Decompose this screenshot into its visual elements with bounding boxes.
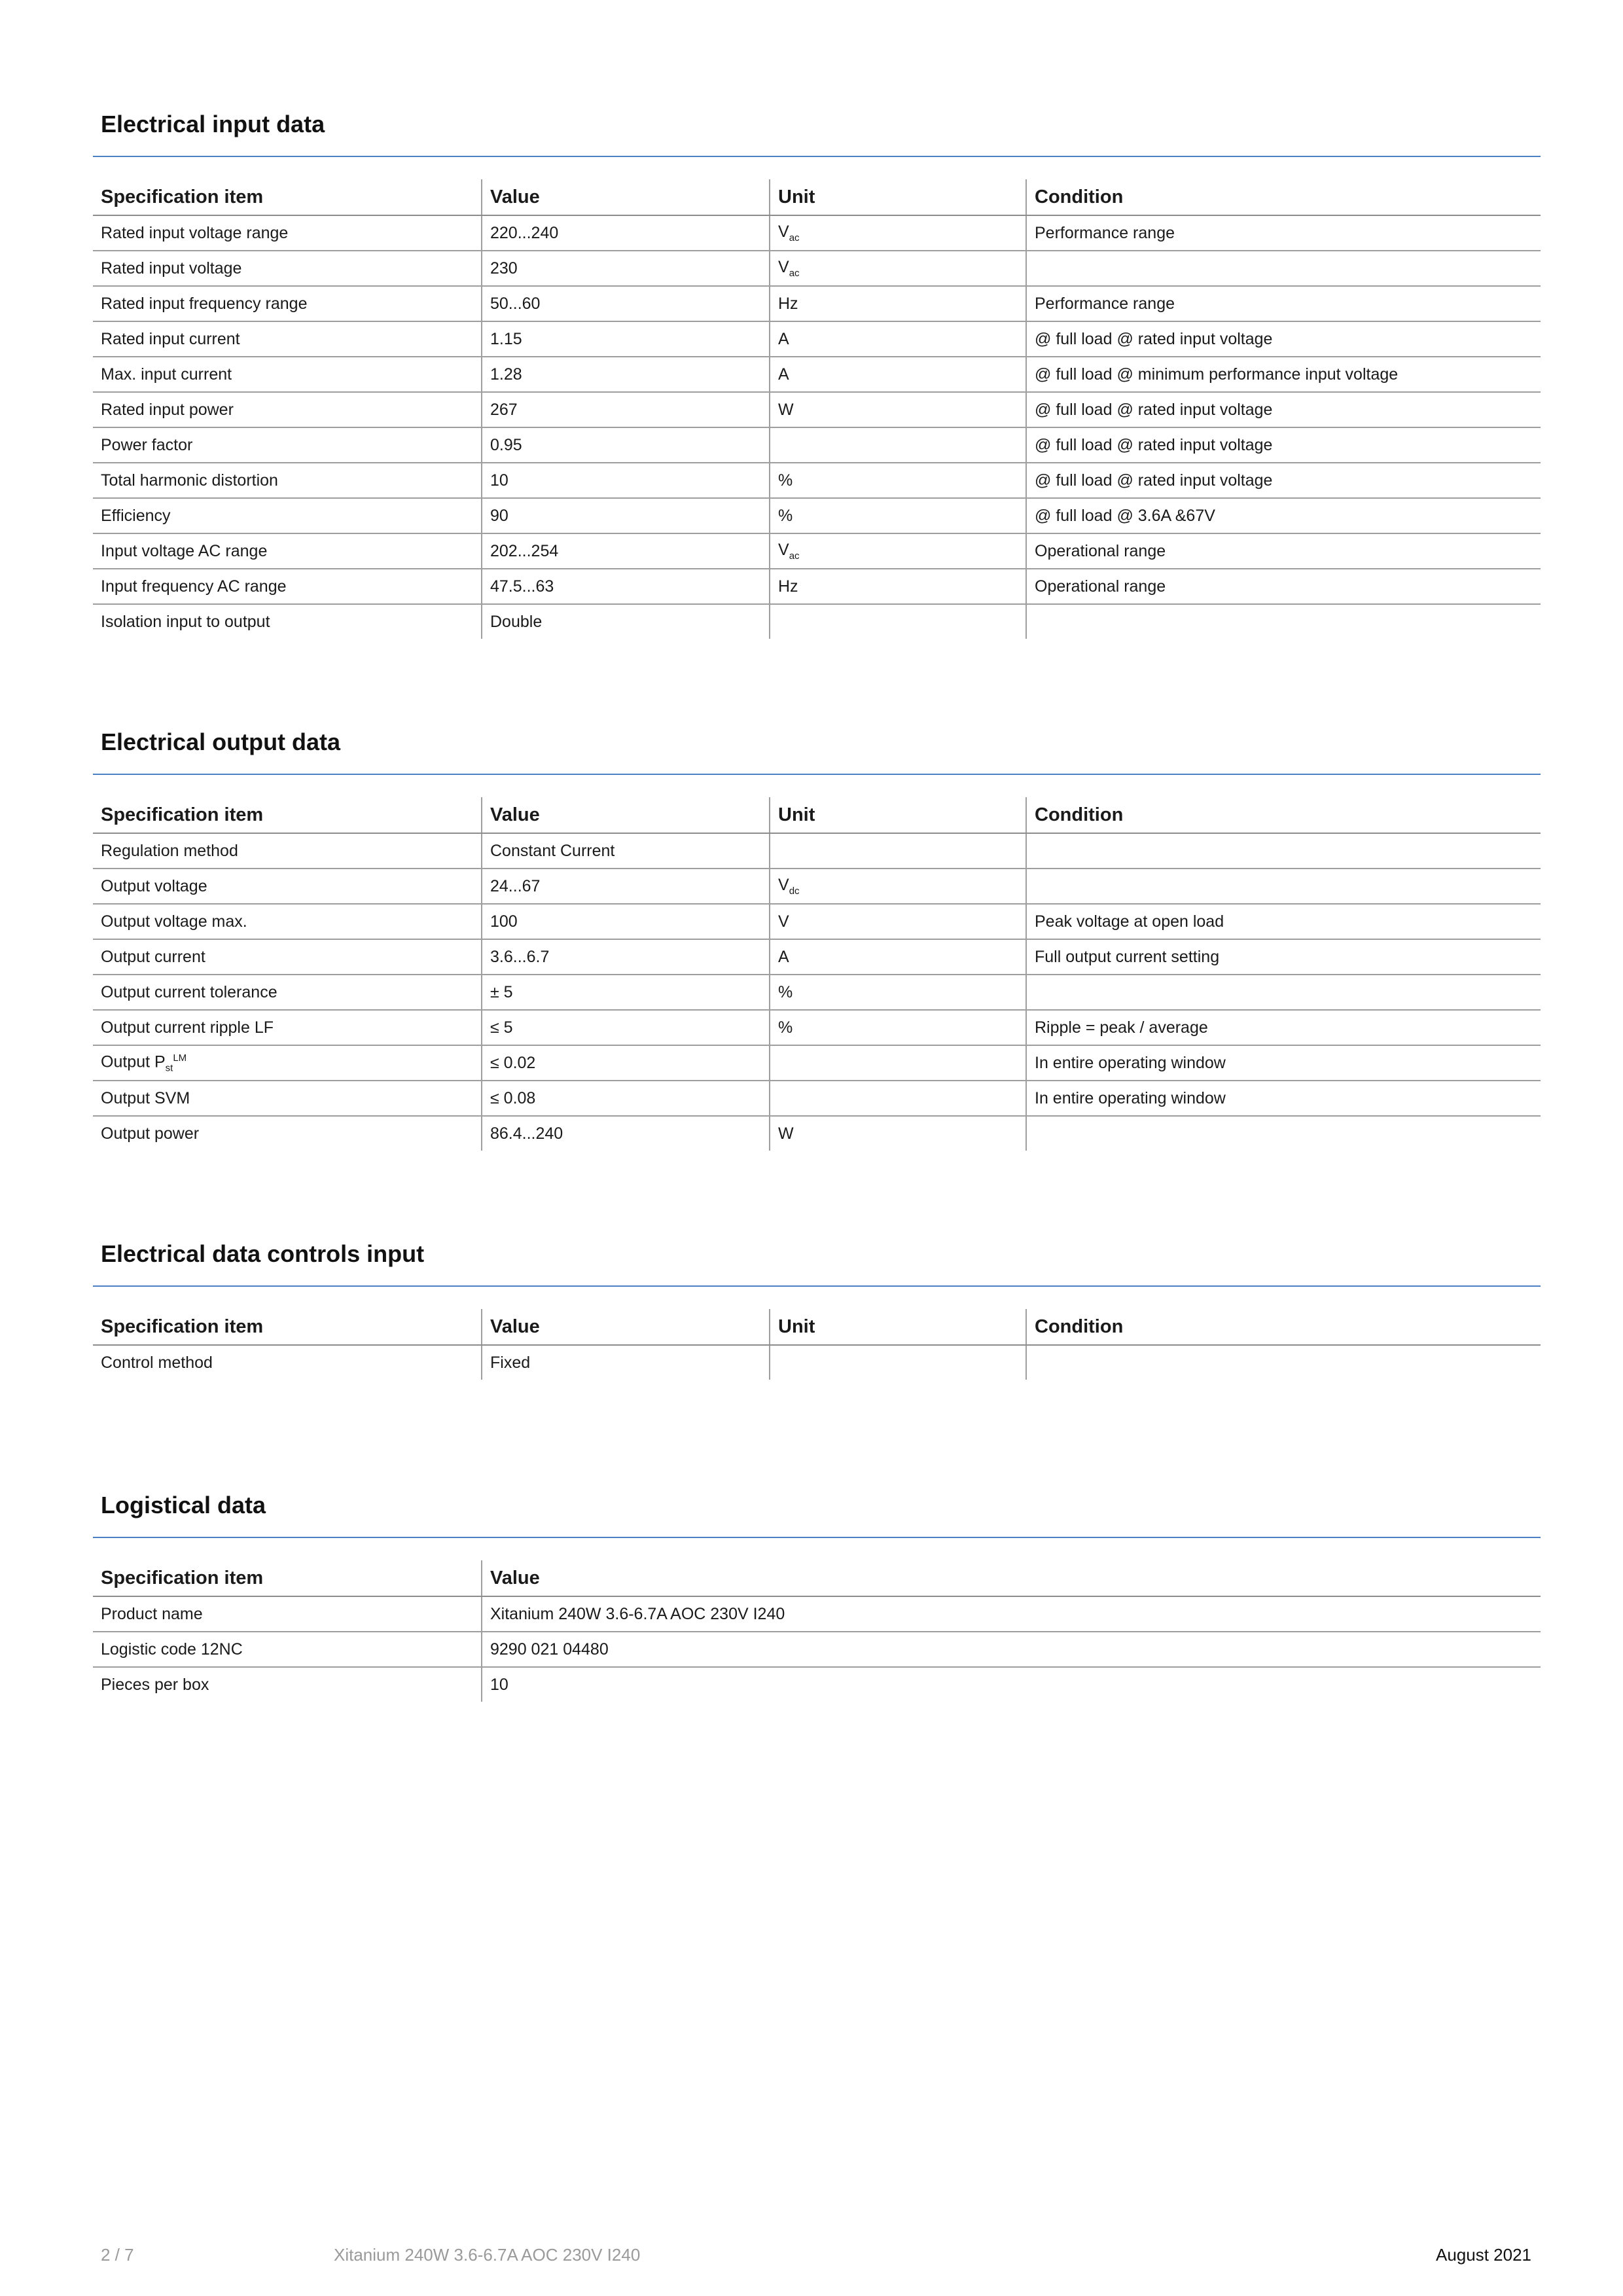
spec-value: 24...67 (482, 869, 770, 904)
spec-value: ≤ 0.02 (482, 1045, 770, 1081)
spec-item: Rated input voltage range (93, 215, 482, 251)
table-header-row (93, 1560, 1541, 1596)
column-header-value: Value (482, 1560, 1541, 1596)
spec-value: 47.5...63 (482, 569, 770, 604)
table-row (93, 463, 1541, 498)
spec-item: Control method (101, 1353, 213, 1372)
spec-item: Max. input current (93, 357, 482, 392)
spec-unit: $V_{dc}$ (770, 869, 1026, 904)
spec-value: 3.6...6.7 (482, 939, 770, 975)
spec-condition (1026, 833, 1541, 869)
table-row (93, 1596, 1541, 1632)
spec-item: Rated input frequency range (93, 286, 482, 321)
column-header-value: Value (482, 1309, 770, 1345)
table-row (93, 357, 1541, 392)
controls-input-table (93, 1309, 1541, 1380)
spec-value: ± 5 (482, 975, 770, 1010)
spec-item: Power factor (93, 427, 482, 463)
section-logistical (93, 1488, 1541, 1702)
spec-value: 10 (482, 463, 770, 498)
spec-item: Input frequency AC range (93, 569, 482, 604)
spec-value: 230 (482, 251, 770, 286)
spec-condition: @ full load @ 3.6A &67V (1026, 498, 1541, 533)
table-row (93, 869, 1541, 904)
section-title: Electrical input data (101, 111, 325, 137)
spec-condition: @ full load @ rated input voltage (1026, 463, 1541, 498)
spec-item: Output current (93, 939, 482, 975)
column-header-value: Value (482, 797, 770, 833)
section-divider (93, 156, 1541, 157)
spec-condition: Ripple = peak / average (1026, 1010, 1541, 1045)
spec-item: Output SVM (93, 1081, 482, 1116)
spec-value: 1.28 (482, 357, 770, 392)
table-row (93, 1045, 1541, 1081)
column-header-spec: Specification item (93, 179, 482, 215)
section-divider (93, 774, 1541, 775)
table-row (93, 833, 1541, 869)
spec-unit: A (770, 357, 1026, 392)
table-row (93, 427, 1541, 463)
column-header-spec: Specification item (93, 1309, 482, 1345)
section-title: Electrical output data (101, 728, 341, 755)
spec-value: 220...240 (482, 215, 770, 251)
table-header-row (93, 179, 1541, 215)
spec-item: Output power (101, 1124, 200, 1143)
spec-condition: @ full load @ rated input voltage (1026, 427, 1541, 463)
section-divider (93, 1537, 1541, 1538)
spec-value: 202...254 (482, 533, 770, 569)
spec-condition: Performance range (1026, 286, 1541, 321)
spec-condition (1026, 604, 1541, 639)
spec-unit: % (770, 1010, 1026, 1045)
spec-value: ≤ 5 (482, 1010, 770, 1045)
spec-item: Output current ripple LF (93, 1010, 482, 1045)
spec-item: Pieces per box (101, 1675, 209, 1694)
spec-item: Product name (93, 1596, 482, 1632)
spec-unit: % (770, 463, 1026, 498)
spec-unit: W (770, 1116, 1026, 1151)
table-row (93, 1632, 1541, 1667)
spec-condition (1026, 251, 1541, 286)
table-row (93, 939, 1541, 975)
spec-condition (1026, 975, 1541, 1010)
table-row (93, 604, 1541, 639)
spec-value: 90 (482, 498, 770, 533)
column-header-spec: Specification item (93, 1560, 482, 1596)
spec-unit: A (770, 321, 1026, 357)
spec-unit: $V_{ac}$ (770, 215, 1026, 251)
column-header-condition: Condition (1026, 179, 1541, 215)
column-header-spec: Specification item (93, 797, 482, 833)
table-header-row (93, 797, 1541, 833)
table-row (93, 215, 1541, 251)
spec-unit: Hz (770, 286, 1026, 321)
page-footer (101, 2245, 1541, 2271)
spec-unit (770, 427, 1026, 463)
spec-unit: W (770, 392, 1026, 427)
spec-value: 1.15 (482, 321, 770, 357)
spec-value: Constant Current (482, 833, 770, 869)
spec-condition: @ full load @ rated input voltage (1026, 392, 1541, 427)
column-header-unit: Unit (770, 1309, 1026, 1345)
logistical-table (93, 1560, 1541, 1702)
spec-unit: $V_{ac}$ (770, 251, 1026, 286)
table-row (93, 286, 1541, 321)
spec-unit: Hz (770, 569, 1026, 604)
section-divider (93, 1285, 1541, 1287)
spec-item: Output $P_{st}^{LM}$ (93, 1045, 482, 1081)
electrical-output-table (93, 797, 1541, 1151)
column-header-unit: Unit (770, 179, 1026, 215)
section-title: Logistical data (101, 1492, 266, 1518)
table-row (93, 321, 1541, 357)
spec-value: 50...60 (482, 286, 770, 321)
spec-condition: @ full load @ minimum performance input voltage (1026, 357, 1541, 392)
table-row (93, 533, 1541, 569)
spec-unit (770, 1045, 1026, 1081)
table-row (93, 904, 1541, 939)
spec-unit (770, 604, 1026, 639)
table-row (93, 1116, 1541, 1151)
spec-value: Xitanium 240W 3.6-6.7A AOC 230V I240 (482, 1596, 1541, 1632)
spec-condition: Performance range (1026, 215, 1541, 251)
spec-value: 267 (482, 392, 770, 427)
spec-item: Input voltage AC range (93, 533, 482, 569)
spec-condition (1026, 1345, 1541, 1380)
table-header-row (93, 1309, 1541, 1345)
column-header-condition: Condition (1026, 797, 1541, 833)
spec-unit (770, 833, 1026, 869)
spec-condition: @ full load @ rated input voltage (1026, 321, 1541, 357)
spec-condition: In entire operating window (1026, 1045, 1541, 1081)
table-row (93, 251, 1541, 286)
electrical-input-table (93, 179, 1541, 639)
spec-item: Rated input power (93, 392, 482, 427)
spec-item: Isolation input to output (101, 612, 270, 631)
spec-condition: Peak voltage at open load (1026, 904, 1541, 939)
table-row (93, 1081, 1541, 1116)
table-row (93, 1010, 1541, 1045)
spec-unit: % (770, 498, 1026, 533)
spec-condition (1026, 869, 1541, 904)
spec-item: Rated input current (93, 321, 482, 357)
spec-value: 10 (482, 1667, 1541, 1702)
spec-unit: V (770, 904, 1026, 939)
footer-product-name: Xitanium 240W 3.6-6.7A AOC 230V I240 (334, 2245, 641, 2265)
footer-page-number: 2 / 7 (101, 2245, 134, 2265)
spec-item: Logistic code 12NC (93, 1632, 482, 1667)
table-row (93, 975, 1541, 1010)
spec-item: Efficiency (93, 498, 482, 533)
spec-unit (770, 1345, 1026, 1380)
column-header-unit: Unit (770, 797, 1026, 833)
spec-condition: Full output current setting (1026, 939, 1541, 975)
spec-item: Output voltage (93, 869, 482, 904)
section-electrical-output (93, 725, 1541, 1151)
spec-value: 9290 021 04480 (482, 1632, 1541, 1667)
spec-value: ≤ 0.08 (482, 1081, 770, 1116)
spec-value: 0.95 (482, 427, 770, 463)
spec-value: 86.4...240 (482, 1116, 770, 1151)
section-electrical-input (93, 107, 1541, 639)
spec-unit: $V_{ac}$ (770, 533, 1026, 569)
spec-item: Output current tolerance (93, 975, 482, 1010)
table-row (93, 1345, 1541, 1380)
spec-item: Regulation method (93, 833, 482, 869)
spec-value: Fixed (482, 1345, 770, 1380)
table-row (93, 569, 1541, 604)
table-row (93, 498, 1541, 533)
spec-item: Total harmonic distortion (93, 463, 482, 498)
table-row (93, 392, 1541, 427)
spec-value: Double (482, 604, 770, 639)
spec-condition: Operational range (1026, 569, 1541, 604)
spec-item: Rated input voltage (93, 251, 482, 286)
spec-unit (770, 1081, 1026, 1116)
column-header-condition: Condition (1026, 1309, 1541, 1345)
spec-item: Output voltage max. (93, 904, 482, 939)
table-row (93, 1667, 1541, 1702)
column-header-value: Value (482, 179, 770, 215)
spec-value: 100 (482, 904, 770, 939)
footer-date: August 2021 (1435, 2245, 1531, 2265)
spec-unit: A (770, 939, 1026, 975)
spec-condition: Operational range (1026, 533, 1541, 569)
section-title: Electrical data controls input (101, 1240, 425, 1267)
spec-unit: % (770, 975, 1026, 1010)
section-controls-input (93, 1237, 1541, 1380)
spec-condition (1026, 1116, 1541, 1151)
spec-condition: In entire operating window (1026, 1081, 1541, 1116)
